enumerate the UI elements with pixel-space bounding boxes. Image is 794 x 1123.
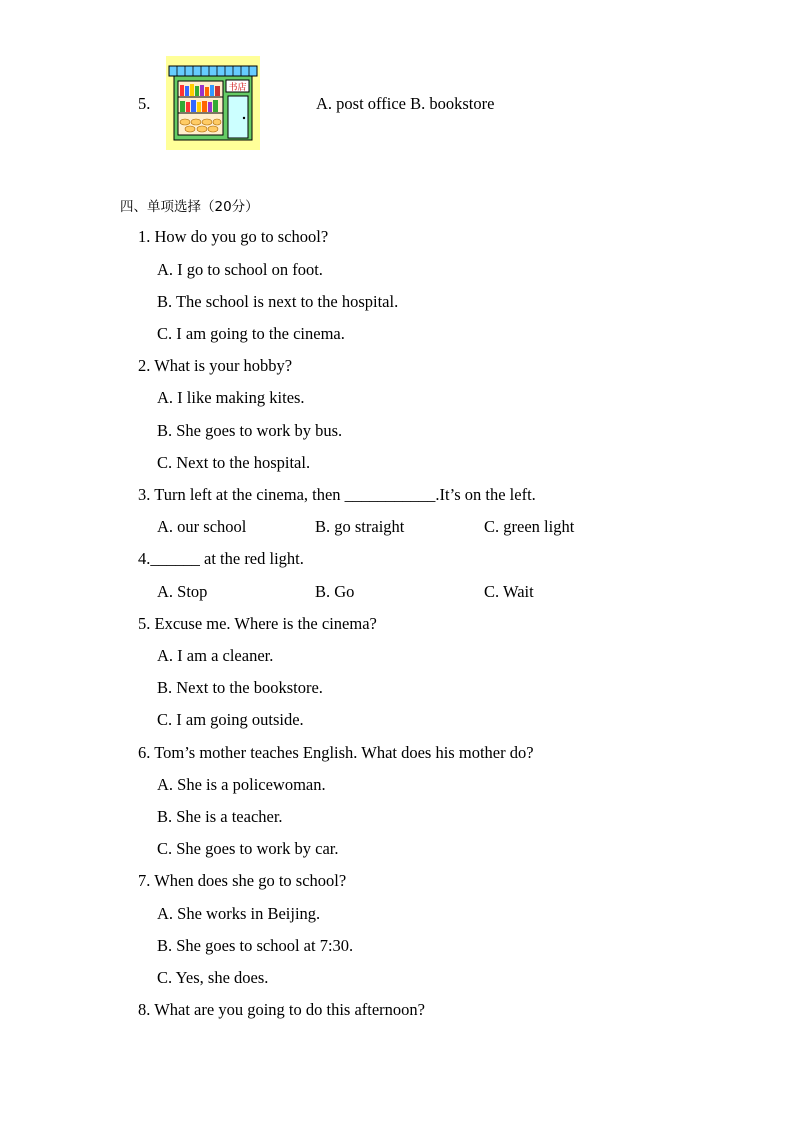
answer-option: C. I am going to the cinema. xyxy=(157,324,345,343)
answer-option: B. go straight xyxy=(315,517,405,536)
question-stem: 3. Turn left at the cinema, then ___________.It’s on the left. xyxy=(138,485,536,504)
answer-option: A. She works in Beijing. xyxy=(157,904,321,923)
answer-option: C. Yes, she does. xyxy=(157,968,269,987)
answer-option: A. I like making kites. xyxy=(157,388,305,407)
answer-option: B. Next to the bookstore. xyxy=(157,678,323,697)
section-title: 四、单项选择（20分） xyxy=(120,199,259,215)
bookstore-icon xyxy=(166,56,260,150)
question-stem: 5. Excuse me. Where is the cinema? xyxy=(138,614,377,633)
answer-option: B. She goes to school at 7:30. xyxy=(157,936,354,955)
question-stem: 4.______ at the red light. xyxy=(138,549,304,568)
answer-option: C. I am going outside. xyxy=(157,710,304,729)
answer-option: A. our school xyxy=(157,517,247,536)
question-stem: 1. How do you go to school? xyxy=(138,227,329,246)
question-stem: 6. Tom’s mother teaches English. What does his mother do? xyxy=(138,743,534,762)
answer-option: C. Next to the hospital. xyxy=(157,453,311,472)
answer-option: C. Wait xyxy=(484,582,534,601)
answer-option: B. Go xyxy=(315,582,355,601)
question-stem: 2. What is your hobby? xyxy=(138,356,293,375)
prev-item-number: 5. xyxy=(138,94,151,113)
answer-option: B. She is a teacher. xyxy=(157,807,283,826)
answer-option: A. She is a policewoman. xyxy=(157,775,326,794)
question-stem: 7. When does she go to school? xyxy=(138,871,347,890)
answer-option: A. I am a cleaner. xyxy=(157,646,274,665)
answer-option: B. The school is next to the hospital. xyxy=(157,292,399,311)
prev-item-options: A. post office B. bookstore xyxy=(316,94,495,113)
question-stem: 8. What are you going to do this afternoon? xyxy=(138,1000,426,1019)
answer-option: A. Stop xyxy=(157,582,208,601)
shop-sign: 书店 xyxy=(228,83,247,93)
answer-option: B. She goes to work by bus. xyxy=(157,421,343,440)
answer-option: C. She goes to work by car. xyxy=(157,839,339,858)
answer-option: A. I go to school on foot. xyxy=(157,260,323,279)
answer-option: C. green light xyxy=(484,517,575,536)
